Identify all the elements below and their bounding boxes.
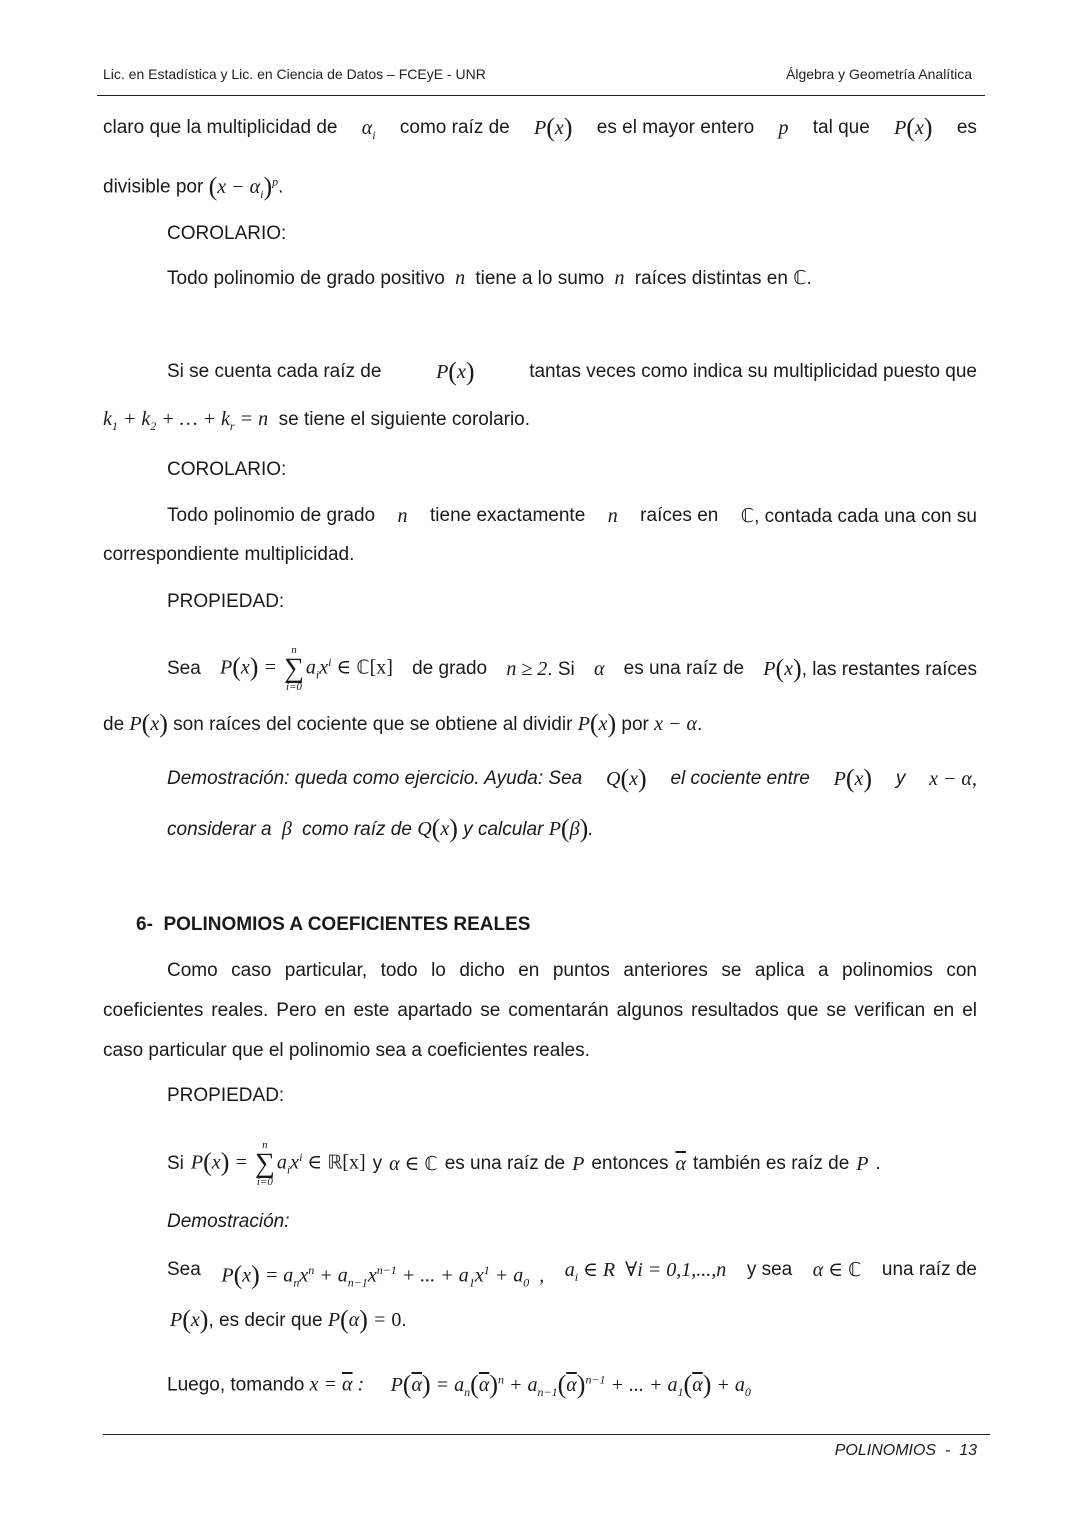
text-span: raíces distintas en xyxy=(634,268,788,289)
paragraph-line: P(x), es decir que P(α) = 0. xyxy=(170,1305,407,1334)
text-span: Todo polinomio de grado positivo xyxy=(167,268,445,289)
header-rule xyxy=(97,95,985,96)
text-span: es una raíz de xyxy=(444,1153,566,1174)
text-span: como raíz de xyxy=(302,819,412,840)
paragraph-line xyxy=(167,357,977,386)
paragraph-line xyxy=(167,1367,751,1404)
math: α xyxy=(593,658,605,680)
text-span: tal que xyxy=(812,117,870,138)
math: ℂ xyxy=(793,267,807,289)
math: β xyxy=(276,818,297,840)
math: P(x) xyxy=(170,1305,209,1334)
paragraph-line xyxy=(167,504,977,529)
math: Q(x) xyxy=(606,764,647,793)
text-span: y xyxy=(895,768,906,789)
paragraph-line: Todo polinomio de grado positivo n tiene a lo sumo n raíces distintas en ℂ. xyxy=(167,267,812,289)
math: Q(x) xyxy=(417,814,458,843)
paragraph-line xyxy=(103,407,530,438)
math: P(x) = n ∑ i=0 $a_ix^i$ ∈ ℂ[x] xyxy=(220,644,393,693)
text-span: tiene a lo sumo xyxy=(475,268,605,289)
header-right: Álgebra y Geometría Analítica xyxy=(786,66,972,82)
text-span: una raíz de xyxy=(881,1259,977,1280)
math: n ≥ 2. Si xyxy=(506,657,575,680)
math: P(x) xyxy=(129,709,168,738)
math: $P(x) = a_nx^n + a_{n-1}x^{n-1}$ + ... + $a_1x^1 + a_0$ , xyxy=(221,1260,545,1290)
math: $k_1 + k_2$ + … + $k_r = n$ xyxy=(103,408,269,433)
math: P(x) xyxy=(577,709,617,738)
text-span: tantas veces como indica su multiplicidad puesto que xyxy=(529,361,977,382)
math: n xyxy=(450,267,471,289)
math: x − α xyxy=(654,713,698,735)
math: $x = \overline{\alpha}$ : xyxy=(309,1373,365,1396)
paragraph-line: Si P(x) = n ∑ i=0 $a_ix^i$ ∈ ℝ[x] y α ∈ ℂ es una raíz de P entonces $\overline{\alpha}$ también es raíz de P . xyxy=(167,1139,881,1188)
text-span: son raíces del cociente que se obtiene al dividir xyxy=(173,714,573,735)
math: P(β) xyxy=(548,814,589,843)
text-span: Si xyxy=(167,1153,184,1174)
section-heading: 6- POLINOMIOS A COEFICIENTES REALES xyxy=(136,914,531,935)
paragraph-line xyxy=(103,113,977,147)
text-span: como raíz de xyxy=(399,117,510,138)
text-span: Todo polinomio de grado xyxy=(167,505,376,526)
text-span: es una raíz de xyxy=(623,658,745,679)
math: $P(\overline{\alpha}) = a_n(\overline{\alpha})^n + a_{n-1}(\overline{\alpha})^{n-1}$ + ... + $a_1(\overline{\alpha}) + a_0$ xyxy=(390,1369,751,1399)
text-span: entonces xyxy=(591,1153,669,1174)
text-span: de grado xyxy=(412,658,488,679)
corollary-title: COROLARIO: xyxy=(167,223,287,244)
math: $(x - \alpha_i)^p$ xyxy=(208,171,279,201)
math: P xyxy=(856,1153,869,1175)
math: α ∈ ℂ xyxy=(812,1259,862,1281)
math: P(x) xyxy=(833,764,873,793)
math: P(x) = n ∑ i=0 $a_ix^i$ ∈ ℝ[x] xyxy=(190,1139,366,1188)
paragraph-line: correspondiente multiplicidad. xyxy=(103,544,355,565)
text-span: claro que la multiplicidad de xyxy=(103,117,338,138)
text-span: por xyxy=(621,714,649,735)
paragraph-line xyxy=(167,1258,977,1295)
math: P(α) = 0 xyxy=(327,1305,402,1334)
math: n xyxy=(609,267,630,289)
text-span: y xyxy=(372,1153,383,1174)
text-span: Como caso particular, todo lo dicho en puntos anteriores se aplica a polinomios con xyxy=(167,960,977,981)
math: P xyxy=(572,1153,585,1175)
math: $\alpha_i$ xyxy=(361,117,376,142)
page-footer: POLINOMIOS - 13 xyxy=(834,1442,977,1459)
text-span: y sea xyxy=(746,1259,793,1280)
math: $a_i$ ∈ R ∀i = 0,1,...,n xyxy=(564,1259,727,1284)
text-span: y calcular xyxy=(463,819,544,840)
text-span: Luego, tomando xyxy=(167,1374,305,1396)
proof-title: Demostración: xyxy=(167,1211,290,1232)
property-title: PROPIEDAD: xyxy=(167,1085,285,1106)
paragraph-line: caso particular que el polinomio sea a coeficientes reales. xyxy=(103,1040,590,1061)
text-span: divisible por xyxy=(103,176,204,198)
footer-rule xyxy=(103,1434,990,1435)
math: P(x), las restantes raíces xyxy=(763,653,977,683)
math: α ∈ ℂ xyxy=(389,1153,438,1175)
paragraph-line xyxy=(167,645,977,693)
paragraph-line xyxy=(167,959,977,983)
text-span: Sea xyxy=(167,1259,201,1280)
proof-line: considerar a β como raíz de Q(x) y calcular P(β). xyxy=(167,814,594,843)
math: P(x) xyxy=(436,357,475,386)
paragraph-line: de P(x) son raíces del cociente que se obtiene al dividir P(x) por x − α. xyxy=(103,709,703,738)
text-span: Sea xyxy=(167,658,201,679)
text-span: Si se cuenta cada raíz de xyxy=(167,361,382,382)
paragraph-line: divisible por $(x - \alpha_i)^p$. xyxy=(103,171,284,201)
proof-line xyxy=(167,764,977,793)
text-span: . Si xyxy=(547,658,575,680)
text-span: considerar a xyxy=(167,819,272,840)
text-span: se tiene el siguiente corolario. xyxy=(278,409,531,430)
paragraph-line: coeficientes reales. Pero en este apartado se comentarán algunos resultados que se verifican en el xyxy=(103,1000,977,1021)
math: n xyxy=(607,505,618,527)
property-title: PROPIEDAD: xyxy=(167,591,285,612)
text-span: el cociente entre xyxy=(670,768,810,789)
math: x − α, xyxy=(929,768,977,790)
math: $\overline{\alpha}$ xyxy=(675,1153,686,1175)
math: P(x) xyxy=(894,113,933,142)
text-span: es xyxy=(956,117,977,138)
text-span: , es decir que xyxy=(208,1310,323,1331)
math: ℂ, contada cada una con su xyxy=(740,505,977,527)
text-span: tiene exactamente xyxy=(430,505,586,526)
text-span: raíces en xyxy=(640,505,719,526)
text-span: también es raíz de xyxy=(692,1153,850,1174)
math: n xyxy=(397,505,408,527)
text-span: , las restantes raíces xyxy=(801,658,977,680)
text-span: Demostración: queda como ejercicio. Ayuda: Sea xyxy=(167,768,583,789)
corollary-title: COROLARIO: xyxy=(167,459,287,480)
header-left: Lic. en Estadística y Lic. en Ciencia de Datos – FCEyE - UNR xyxy=(103,66,486,82)
text-span: de xyxy=(103,714,125,735)
text-span: es el mayor entero xyxy=(596,117,755,138)
math: P(x) xyxy=(534,113,573,142)
math: p xyxy=(778,117,789,139)
text-span: , contada cada una con su xyxy=(754,506,977,527)
